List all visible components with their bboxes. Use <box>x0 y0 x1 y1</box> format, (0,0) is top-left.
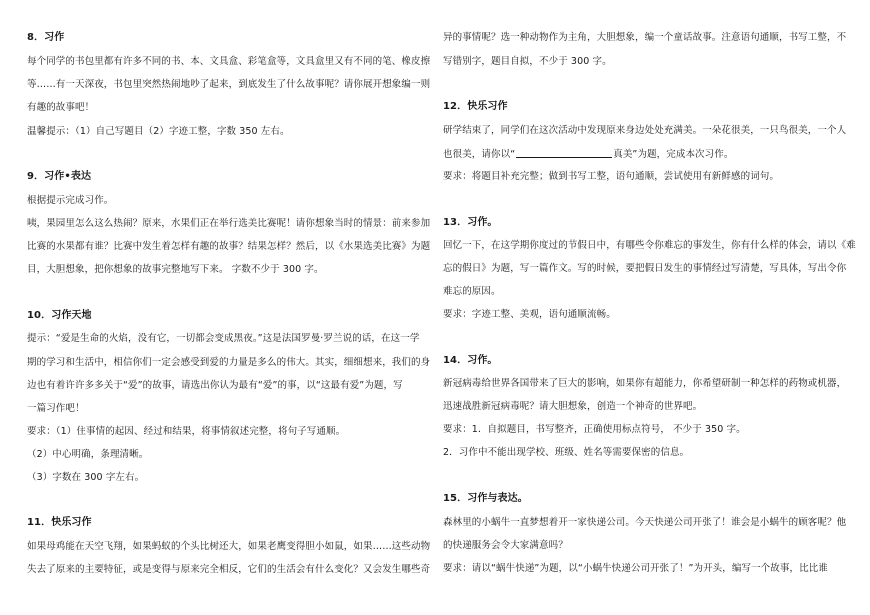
section-13-line-2: 忘的假日》为题，写一篇作文。写的时候，要把假日发生的事情经过写清楚，写具体，写出令你 <box>443 263 847 274</box>
section-9-line-1: 根据提示完成习作。 <box>27 195 114 206</box>
section-12-line-2-prefix: 也很美，请你以“ <box>443 149 516 160</box>
section-10-requirement-1: 要求：（1）住事情的起因、经过和结果，将事情叙述完整，将句子写通顺。 <box>27 426 346 437</box>
section-11-line-1: 如果母鸡能在天空飞翔，如果蚂蚁的个头比树还大，如果老鹰变得胆小如鼠，如果……这些动物 <box>27 541 431 552</box>
section-10-heading: 10．习作天地 <box>27 310 92 321</box>
section-14-line-1: 新冠病毒给世界各国带来了巨大的影响，如果你有超能力，你希望研制一种怎样的药物或机器， <box>443 378 847 389</box>
section-12-heading: 12．快乐习作 <box>443 101 508 112</box>
section-10-line-2: 期的学习和生活中，相信你们一定会感受到爱的力量是多么的伟大。其实，细细想来，我们的身 <box>27 357 431 368</box>
section-12-line-1: 研学结束了，同学们在这次活动中发现原来身边处处充满美。一朵花很美，一只鸟很美，一个人 <box>443 125 847 136</box>
section-15-line-2: 的快递服务会令大家满意吗？ <box>443 540 568 551</box>
section-8-line-2: 等……有一天深夜，书包里突然热闹地吵了起来，到底发生了什么故事呢？请你展开想象编一则 <box>27 79 431 90</box>
section-10-requirement-2: （2）中心明确，条理清晰。 <box>27 449 149 460</box>
section-14-heading: 14．习作。 <box>443 355 498 366</box>
section-13-heading: 13．习作。 <box>443 217 498 228</box>
section-8-line-3: 有趣的故事吧！ <box>27 102 95 113</box>
section-14-line-2: 迅速战胜新冠病毒呢？请大胆想象，创造一个神奇的世界吧。 <box>443 401 703 412</box>
section-11-heading: 11．快乐习作 <box>27 517 92 528</box>
section-11-cont-line-2: 写错别字，题目自拟，不少于 300 字。 <box>443 56 612 67</box>
section-10-line-1: 提示：“爱是生命的火焰，没有它，一切都会变成黑夜。”这是法国罗曼·罗兰说的话，在这一学 <box>27 333 420 344</box>
section-9-heading: 9．习作•表达 <box>27 171 92 182</box>
section-14-requirement-1: 要求：1．自拟题目，书写整齐，正确使用标点符号， 不少于 350 字。 <box>443 424 746 435</box>
section-15-line-1: 森林里的小蜗牛一直梦想着开一家快递公司。今天快递公司开张了！谁会是小蜗牛的顾客呢？他 <box>443 517 847 528</box>
section-13-requirement: 要求：字迹工整、美观，语句通顺流畅。 <box>443 309 616 320</box>
section-8-tip: 温馨提示：（1）自己写题目（2）字迹工整，字数 350 左右。 <box>27 126 290 137</box>
section-9-line-2: 咦，果园里怎么这么热闹？原来，水果们正在举行选美比赛呢！请你想象当时的情景：前来参加 <box>27 218 431 229</box>
section-8-line-1: 每个同学的书包里都有许多不同的书、本、文具盒、彩笔盒等，文具盒里又有不同的笔、橡皮擦 <box>27 56 431 67</box>
section-11-line-2: 失去了原来的主要特征，或是变得与原来完全相反，它们的生活会有什么变化？又会发生哪些奇 <box>27 564 431 575</box>
section-12-line-2-suffix: 真美”为题，完成本次习作。 <box>613 149 734 160</box>
section-15-requirement: 要求：请以“蜗牛快递”为题，以“小蜗牛快递公司开张了！”为开头，编写一个故事，比比谁 <box>443 563 828 574</box>
section-10-requirement-3: （3）字数在 300 字左右。 <box>27 472 145 483</box>
section-14-requirement-2: 2．习作中不能出现学校、班级、姓名等需要保密的信息。 <box>443 447 690 458</box>
section-13-line-3: 难忘的原因。 <box>443 286 501 297</box>
fill-in-blank <box>516 147 612 158</box>
section-9-line-4: 目，大胆想象，把你想象的故事完整地写下来。 字数不少于 300 字。 <box>27 264 324 275</box>
section-15-heading: 15．习作与表达。 <box>443 493 528 504</box>
section-11-cont-line-1: 异的事情呢？选一种动物作为主角，大胆想象，编一个童话故事。注意语句通顺，书写工整，不 <box>443 32 847 43</box>
section-10-line-3: 边也有着许许多多关于“爱”的故事，请选出你认为最有“爱”的事，以“这最有爱”为题，写 <box>27 380 403 391</box>
section-13-line-1: 回忆一下，在这学期你度过的节假日中，有哪些令你难忘的事发生，你有什么样的体会，请以《难 <box>443 240 856 251</box>
section-8-heading: 8．习作 <box>27 32 65 43</box>
section-10-line-4: 一篇习作吧！ <box>27 403 85 414</box>
section-12-requirement: 要求：将题目补充完整；做到书写工整，语句通顺，尝试使用有新鲜感的词句。 <box>443 171 780 182</box>
section-9-line-3: 比赛的水果都有谁？比赛中发生着怎样有趣的故事？结果怎样？然后，以《水果选美比赛》为题 <box>27 241 431 252</box>
section-12-line-2 <box>443 147 733 162</box>
